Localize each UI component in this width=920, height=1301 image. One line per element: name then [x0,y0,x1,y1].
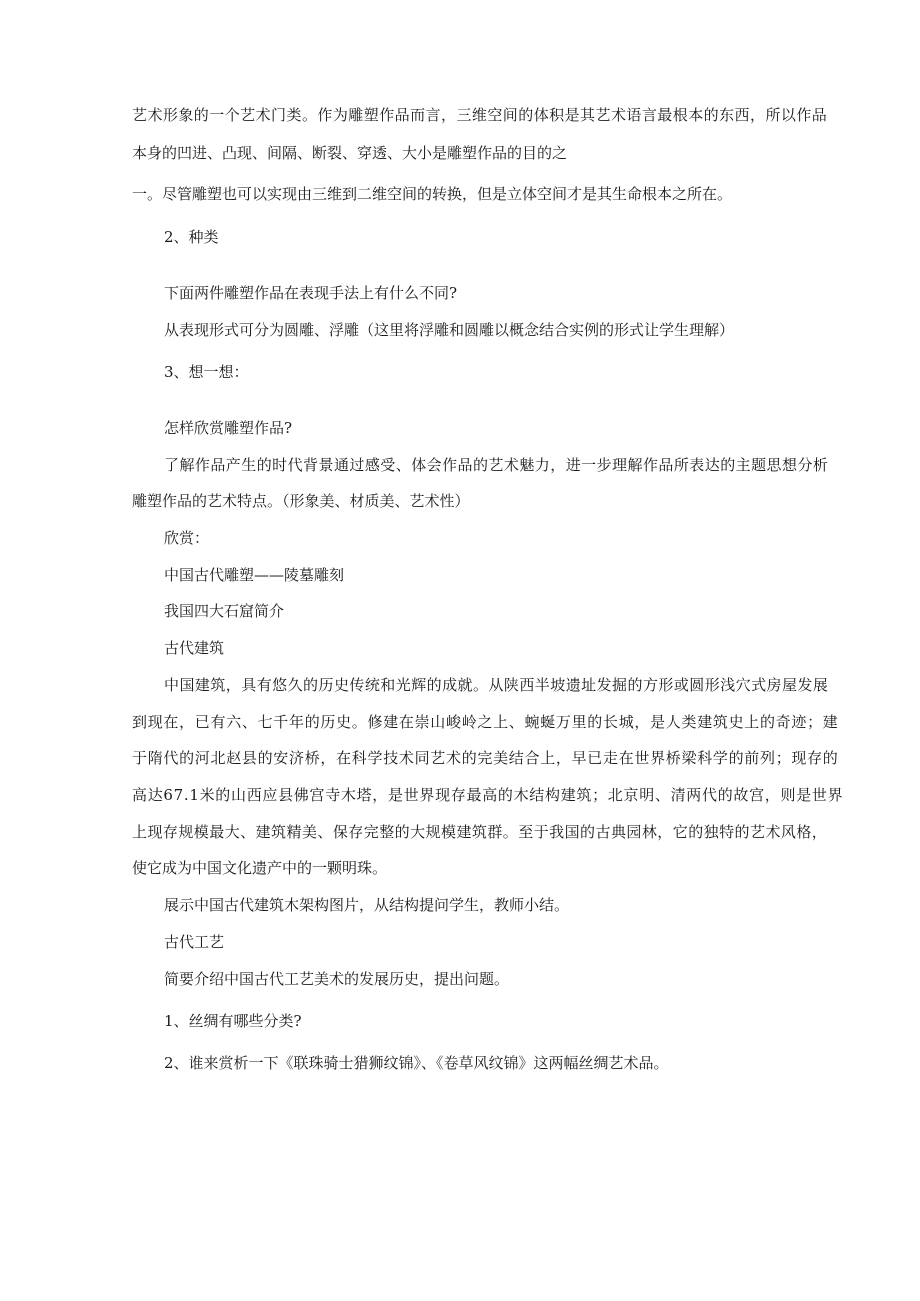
text-line: 雕塑作品的艺术特点。（形象美、材质美、艺术性） [132,492,470,510]
question-line: 1、丝绸有哪些分类? [164,1012,302,1030]
text-line: 中国建筑，具有悠久的历史传统和光辉的成就。从陕西半坡遗址发掘的方形或圆形浅穴式房屋发展 [164,676,829,694]
text-line: 我国四大石窟简介 [164,602,285,620]
text-line: 从表现形式可分为圆雕、浮雕（这里将浮雕和圆雕以概念结合实例的形式让学生理解） [164,321,735,339]
text-line: 到现在，已有六、七千年的历史。修建在崇山峻岭之上、蜿蜒万里的长城，是人类建筑史上的奇迹；建 [132,713,839,731]
text-line: 中国古代雕塑——陵墓雕刻 [164,566,345,584]
text-line: 本身的凹进、凸现、间隔、断裂、穿透、大小是雕塑作品的目的之 [132,144,568,162]
text-line: 使它成为中国文化遗产中的一颗明珠。 [132,859,388,877]
section-heading: 古代建筑 [164,639,225,657]
text-line: 上现存规模最大、建筑精美、保存完整的大规模建筑群。至于我国的古典园林，它的独特的艺术风格， [132,823,828,841]
text-line: 怎样欣赏雕塑作品? [164,419,293,437]
question-line: 2、谁来赏析一下《联珠骑士猎狮纹锦》、《卷草风纹锦》这两幅丝绸艺术品。 [164,1054,669,1072]
text-line: 欣赏： [164,529,210,547]
section-heading: 3、想一想： [164,363,249,381]
text-line: 下面两件雕塑作品在表现手法上有什么不同? [164,284,458,302]
text-line: 了解作品产生的时代背景通过感受、体会作品的艺术魅力，进一步理解作品所表达的主题思想分析 [164,456,829,474]
text-line: 于隋代的河北赵县的安济桥，在科学技术同艺术的完美结合上，早已走在世界桥梁科学的前列；现存的 [132,749,839,767]
text-line: 一。尽管雕塑也可以实现由三维到二维空间的转换，但是立体空间才是其生命根本之所在。 [132,185,733,203]
text-line: 展示中国古代建筑木架构图片，从结构提问学生，教师小结。 [164,896,570,914]
section-heading: 2、种类 [164,228,219,246]
text-line: 艺术形象的一个艺术门类。作为雕塑作品而言，三维空间的体积是其艺术语言最根本的东西，所以作品 [132,106,828,124]
text-line: 高达67.1米的山西应县佛宫寺木塔，是世界现存最高的木结构建筑；北京明、清两代的故宫，则是世界 [132,786,844,804]
section-heading: 古代工艺 [164,933,225,951]
text-line: 简要介绍中国古代工艺美术的发展历史，提出问题。 [164,970,510,988]
